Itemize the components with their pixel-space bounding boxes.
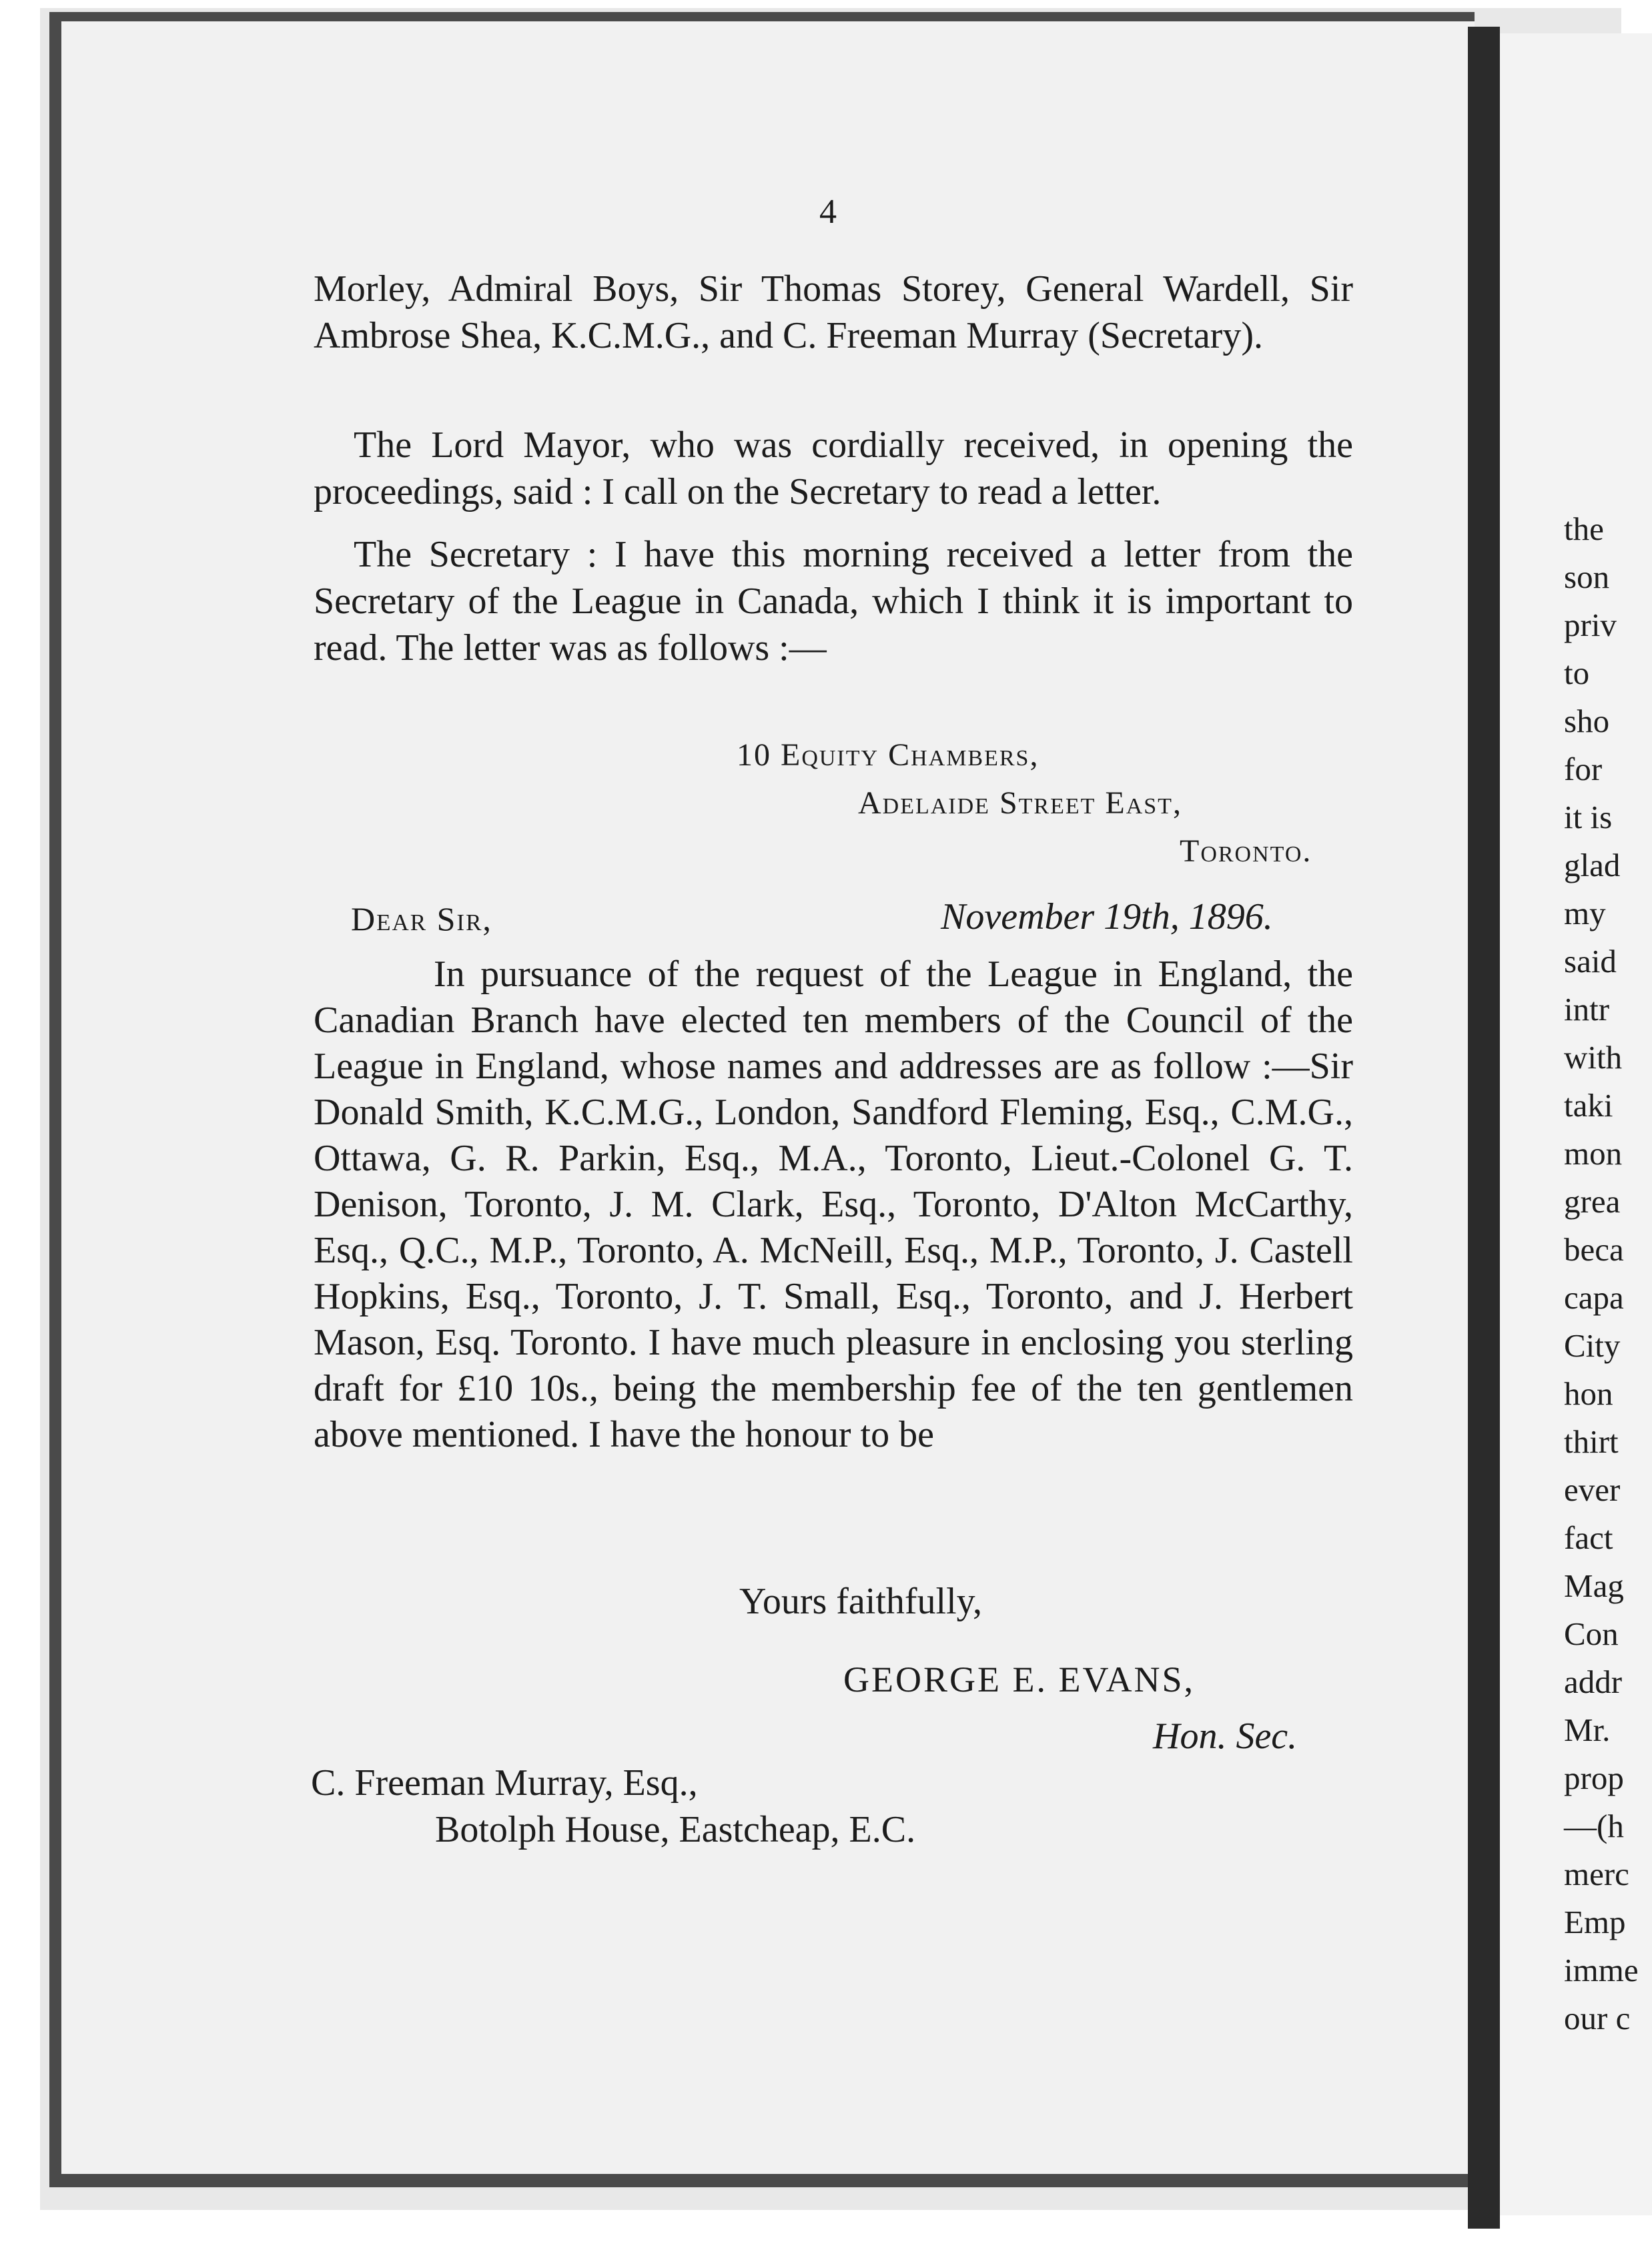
right-page-line: the <box>1564 510 1604 547</box>
letter-address-line-1: 10 Equity Chambers, <box>737 737 1040 773</box>
right-page-line: it is <box>1564 799 1613 835</box>
right-page-line: capa <box>1564 1279 1624 1316</box>
page-gutter <box>1468 27 1500 2229</box>
right-page-line: thirt <box>1564 1423 1619 1460</box>
right-page-line: to <box>1564 655 1590 691</box>
recipient-name: C. Freeman Murray, Esq., <box>311 1762 698 1804</box>
right-page-line: taki <box>1564 1087 1613 1124</box>
letter-address-line-2: Adelaide Street East, <box>858 785 1182 821</box>
right-page-line: prop <box>1564 1760 1624 1796</box>
right-page-line: son <box>1564 558 1610 595</box>
letter-signature: GEORGE E. EVANS, <box>843 1659 1196 1700</box>
paragraph-attendees: Morley, Admiral Boys, Sir Thomas Storey, General Wardell, Sir Ambrose Shea, K.C.M.G., and C. Freeman Murray (Secretary). <box>314 268 1353 356</box>
recipient-address: Botolph House, Eastcheap, E.C. <box>435 1809 916 1850</box>
right-page-line: our c <box>1564 2000 1631 2036</box>
right-page-fragment <box>1500 33 1652 2215</box>
right-page-line: Mr. <box>1564 1712 1611 1748</box>
right-page-line: grea <box>1564 1183 1621 1220</box>
right-page-line: Emp <box>1564 1904 1626 1940</box>
right-page-line: priv <box>1564 607 1617 643</box>
letter-closing: Yours faithfully, <box>739 1581 983 1622</box>
right-page-line: beca <box>1564 1231 1624 1268</box>
paragraph-secretary: The Secretary : I have this morning received a letter from the Secretary of the League in Canada, which I think it is important to read. The letter was as follows :— <box>314 534 1353 669</box>
right-page-line: said <box>1564 943 1617 980</box>
right-page-line: fact <box>1564 1519 1613 1556</box>
right-page-line: glad <box>1564 847 1621 883</box>
right-page-line: Mag <box>1564 1567 1624 1604</box>
letter-address-line-3: Toronto. <box>1180 833 1312 869</box>
right-page-line: imme <box>1564 1952 1639 1988</box>
right-page-line: my <box>1564 895 1606 931</box>
letter-signatory-title: Hon. Sec. <box>1153 1716 1298 1757</box>
right-page-line: for <box>1564 751 1603 787</box>
right-page-line: merc <box>1564 1856 1629 1892</box>
paragraph-lord-mayor: The Lord Mayor, who was cordially received, in opening the proceedings, said : I call on the Secretary to read a letter. <box>314 424 1353 512</box>
letter-body: In pursuance of the request of the League in England, the Canadian Branch have elected ten members of the Council of the League in England, whose names and addresses are as follow :—Sir Donald Smith, K.C.M.G., London, Sandford Fleming, Esq., C.M.G., Ottawa, G. R. Parkin, Esq., M.A., Toronto, Lieut.-Colonel G. T. Denison, Toronto, J. M. Clark, Esq., Toronto, D'Alton McCarthy, Esq., Q.C., M.P., Toronto, A. McNeill, Esq., M.P., Toronto, J. Castell Hopkins, Esq., Toronto, J. T. Small, Esq., Toronto, and J. Herbert Mason, Esq. Toronto. I have much pleasure in enclosing you sterling draft for £10 10s., being the membership fee of the ten gentlemen above mentioned. I have the honour to be <box>314 954 1353 1455</box>
right-page-line: —(h <box>1564 1808 1624 1844</box>
right-page-line: ever <box>1564 1471 1621 1508</box>
right-page-line: intr <box>1564 991 1610 1028</box>
right-page-line: Con <box>1564 1615 1619 1652</box>
right-page-line: hon <box>1564 1375 1613 1412</box>
right-page-line: mon <box>1564 1135 1623 1172</box>
right-page-line: sho <box>1564 703 1610 739</box>
right-page-line: City <box>1564 1327 1621 1364</box>
letter-date: November 19th, 1896. <box>941 896 1273 937</box>
right-page-line: with <box>1564 1039 1623 1076</box>
right-page-line: addr <box>1564 1663 1623 1700</box>
page-number: 4 <box>819 193 837 231</box>
letter-salutation: Dear Sir, <box>351 900 492 937</box>
